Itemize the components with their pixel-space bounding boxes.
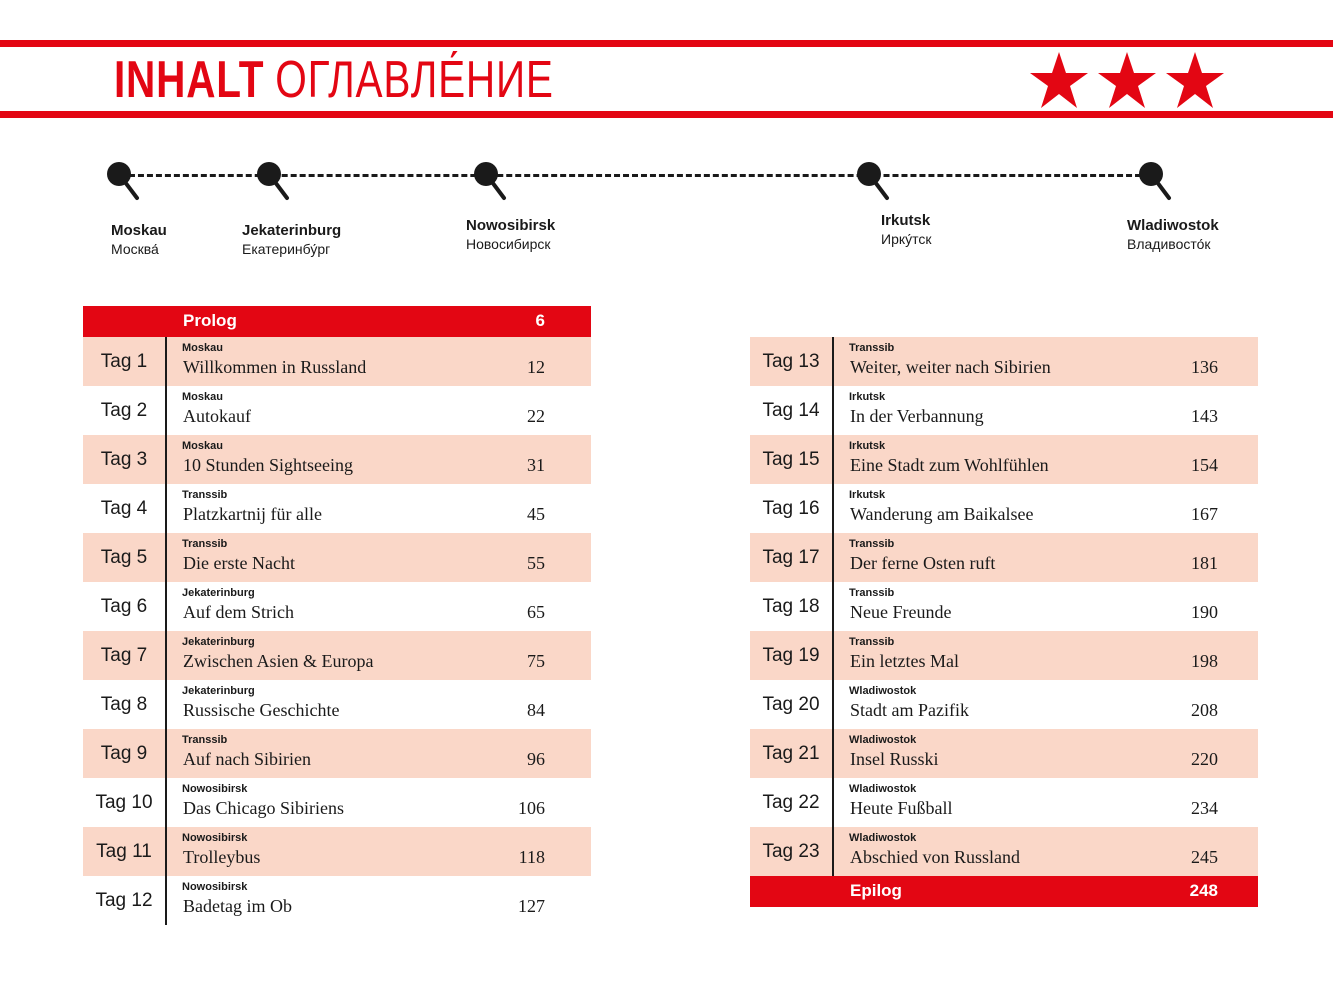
entry-title: Insel Russki [850,749,939,769]
title-german: INHALT [114,51,265,109]
entry-location: Irkutsk [849,440,886,452]
toc-entry[interactable] [83,435,591,484]
entry-page: 220 [1191,749,1218,769]
page-title [114,49,554,111]
entry-location: Transsib [849,636,895,648]
route-map [0,140,1333,270]
entry-page: 143 [1191,406,1218,426]
pin-icon [257,162,303,212]
entry-page: 167 [1191,504,1218,524]
stop-name-de: Irkutsk [881,212,931,229]
stop-name-de: Moskau [111,222,167,239]
entry-location: Wladiwostok [849,783,917,795]
divider [832,582,834,631]
entry-page: 96 [527,749,545,769]
header-rule-top [0,40,1333,47]
divider [165,680,167,729]
entry-location: Wladiwostok [849,685,917,697]
divider [165,435,167,484]
pin-icon [474,162,520,212]
entry-page: 136 [1191,357,1218,377]
divider [832,827,834,876]
entry-page: 118 [518,847,545,867]
entry-day: Tag 10 [95,791,153,813]
divider [832,680,834,729]
entry-day: Tag 13 [762,350,820,372]
entry-title: Auf dem Strich [183,602,294,622]
entry-title: Abschied von Russland [850,847,1020,867]
star-icon [1030,52,1088,108]
divider [165,337,167,386]
entry-location: Irkutsk [849,489,886,501]
toc-entry-prolog[interactable] [83,306,591,337]
entry-page: 31 [527,455,545,475]
epilog-page: 248 [1189,881,1218,900]
entry-title: Neue Freunde [850,602,952,622]
star-icon [1166,52,1224,108]
entry-location: Moskau [182,391,223,403]
entry-day: Tag 19 [762,644,820,666]
entry-day: Tag 20 [762,693,820,715]
entry-page: 181 [1191,553,1218,573]
toc-entry[interactable] [750,680,1258,729]
toc-entry[interactable] [83,631,591,680]
stop-name-ru: Владивосто́к [1127,236,1211,252]
toc-entry[interactable] [83,876,591,925]
divider [165,484,167,533]
entry-location: Wladiwostok [849,832,917,844]
divider [165,778,167,827]
entry-title: 10 Stunden Sightseeing [183,455,353,475]
entry-location: Transsib [849,342,895,354]
toc-entry[interactable] [83,533,591,582]
entry-page: 245 [1191,847,1218,867]
entry-page: 154 [1191,455,1218,475]
entry-title: Stadt am Pazifik [850,700,969,720]
entry-day: Tag 14 [762,399,820,421]
entry-page: 208 [1191,700,1218,720]
toc-entry[interactable] [750,827,1258,876]
entry-location: Transsib [182,538,228,550]
toc-entry-epilog[interactable] [750,876,1258,907]
entry-title: Weiter, weiter nach Sibirien [850,357,1051,377]
entry-day: Tag 2 [100,399,148,421]
stop-name-ru: Екатеринбу́рг [242,241,331,257]
entry-location: Moskau [182,440,223,452]
entry-title: Ein letztes Mal [850,651,959,671]
entry-location: Jekaterinburg [182,636,255,648]
entry-day: Tag 21 [762,742,820,764]
pin-icon [107,162,153,212]
divider [165,582,167,631]
entry-title: Badetag im Ob [183,896,292,916]
entry-page: 75 [527,651,545,671]
pin-icon [857,162,903,212]
entry-day: Tag 8 [100,693,148,715]
divider [832,533,834,582]
divider [165,729,167,778]
divider [165,827,167,876]
entry-title: Willkommen in Russland [183,357,367,377]
entry-location: Wladiwostok [849,734,917,746]
pin-icon [1139,162,1185,212]
prolog-label: Prolog [183,311,237,330]
divider [165,386,167,435]
divider [165,876,167,925]
entry-title: Autokauf [183,406,251,426]
entry-page: 234 [1191,798,1218,818]
entry-title: In der Verbannung [850,406,984,426]
entry-title: Platzkartnij für alle [183,504,322,524]
entry-page: 84 [527,700,545,720]
entry-day: Tag 5 [100,546,148,568]
entry-location: Transsib [849,587,895,599]
entry-day: Tag 6 [100,595,148,617]
toc-entry[interactable] [750,729,1258,778]
stop-name-de: Jekaterinburg [242,222,342,239]
entry-day: Tag 16 [762,497,820,519]
entry-page: 65 [527,602,545,622]
toc-entry[interactable] [83,827,591,876]
entry-page: 106 [518,798,545,818]
entry-location: Transsib [182,489,228,501]
entry-location: Irkutsk [849,391,886,403]
entry-location: Nowosibirsk [182,881,248,893]
entry-page: 55 [527,553,545,573]
divider [832,631,834,680]
entry-day: Tag 22 [762,791,820,813]
toc-entry[interactable] [750,631,1258,680]
entry-day: Tag 17 [762,546,820,568]
entry-day: Tag 4 [100,497,148,519]
stop-name-de: Wladiwostok [1127,217,1219,234]
toc-entry[interactable] [83,337,591,386]
entry-location: Jekaterinburg [182,587,255,599]
entry-title: Eine Stadt zum Wohlfühlen [850,455,1049,475]
entry-title: Wanderung am Baikalsee [850,504,1034,524]
stop-name-de: Nowosibirsk [466,217,556,234]
entry-day: Tag 12 [95,889,153,911]
divider [165,533,167,582]
entry-day: Tag 15 [762,448,820,470]
entry-title: Zwischen Asien & Europa [183,651,374,671]
stop-name-ru: Москва́ [111,241,159,257]
entry-location: Nowosibirsk [182,783,248,795]
toc-left [83,306,591,925]
title-russian: ОГЛАВЛЕ́НИЕ [275,51,554,109]
toc-entry[interactable] [750,435,1258,484]
toc-entry[interactable] [83,729,591,778]
toc-entry[interactable] [83,582,591,631]
stop-name-ru: Новосибирск [466,236,551,252]
header-rule-bottom [0,111,1333,118]
entry-title: Auf nach Sibirien [183,749,311,769]
entry-day: Tag 23 [762,840,820,862]
entry-title: Heute Fußball [850,798,953,818]
entry-title: Russische Geschichte [183,700,340,720]
toc-right [750,337,1258,907]
prolog-page: 6 [535,311,545,330]
divider [832,484,834,533]
toc-entry[interactable] [750,778,1258,827]
entry-page: 22 [527,406,545,426]
entry-location: Nowosibirsk [182,832,248,844]
divider [832,386,834,435]
toc-entry[interactable] [750,533,1258,582]
divider [832,435,834,484]
divider [832,778,834,827]
epilog-label: Epilog [850,881,902,900]
stop-name-ru: Ирку́тск [881,231,932,247]
entry-title: Der ferne Osten ruft [850,553,996,573]
entry-title: Die erste Nacht [183,553,295,573]
divider [165,631,167,680]
entry-location: Jekaterinburg [182,685,255,697]
entry-page: 127 [518,896,545,916]
entry-title: Trolleybus [183,847,261,867]
entry-title: Das Chicago Sibiriens [183,798,344,818]
entry-page: 45 [527,504,545,524]
entry-day: Tag 11 [96,840,152,862]
toc-entry[interactable] [83,680,591,729]
divider [832,337,834,386]
entry-location: Moskau [182,342,223,354]
toc-entry[interactable] [750,386,1258,435]
toc-entry[interactable] [750,337,1258,386]
star-icon [1098,52,1156,108]
entry-location: Transsib [849,538,895,550]
toc-entry[interactable] [83,484,591,533]
entry-day: Tag 3 [100,448,148,470]
toc-entry[interactable] [83,386,591,435]
toc-entry[interactable] [750,484,1258,533]
entry-location: Transsib [182,734,228,746]
entry-page: 12 [527,357,545,377]
stars [1030,52,1224,108]
entry-day: Tag 7 [100,644,148,666]
entry-day: Tag 9 [100,742,148,764]
entry-page: 198 [1191,651,1218,671]
entry-day: Tag 1 [100,350,148,372]
toc-entry[interactable] [750,582,1258,631]
divider [832,729,834,778]
toc-entry[interactable] [83,778,591,827]
entry-page: 190 [1191,602,1218,622]
entry-day: Tag 18 [762,595,820,617]
